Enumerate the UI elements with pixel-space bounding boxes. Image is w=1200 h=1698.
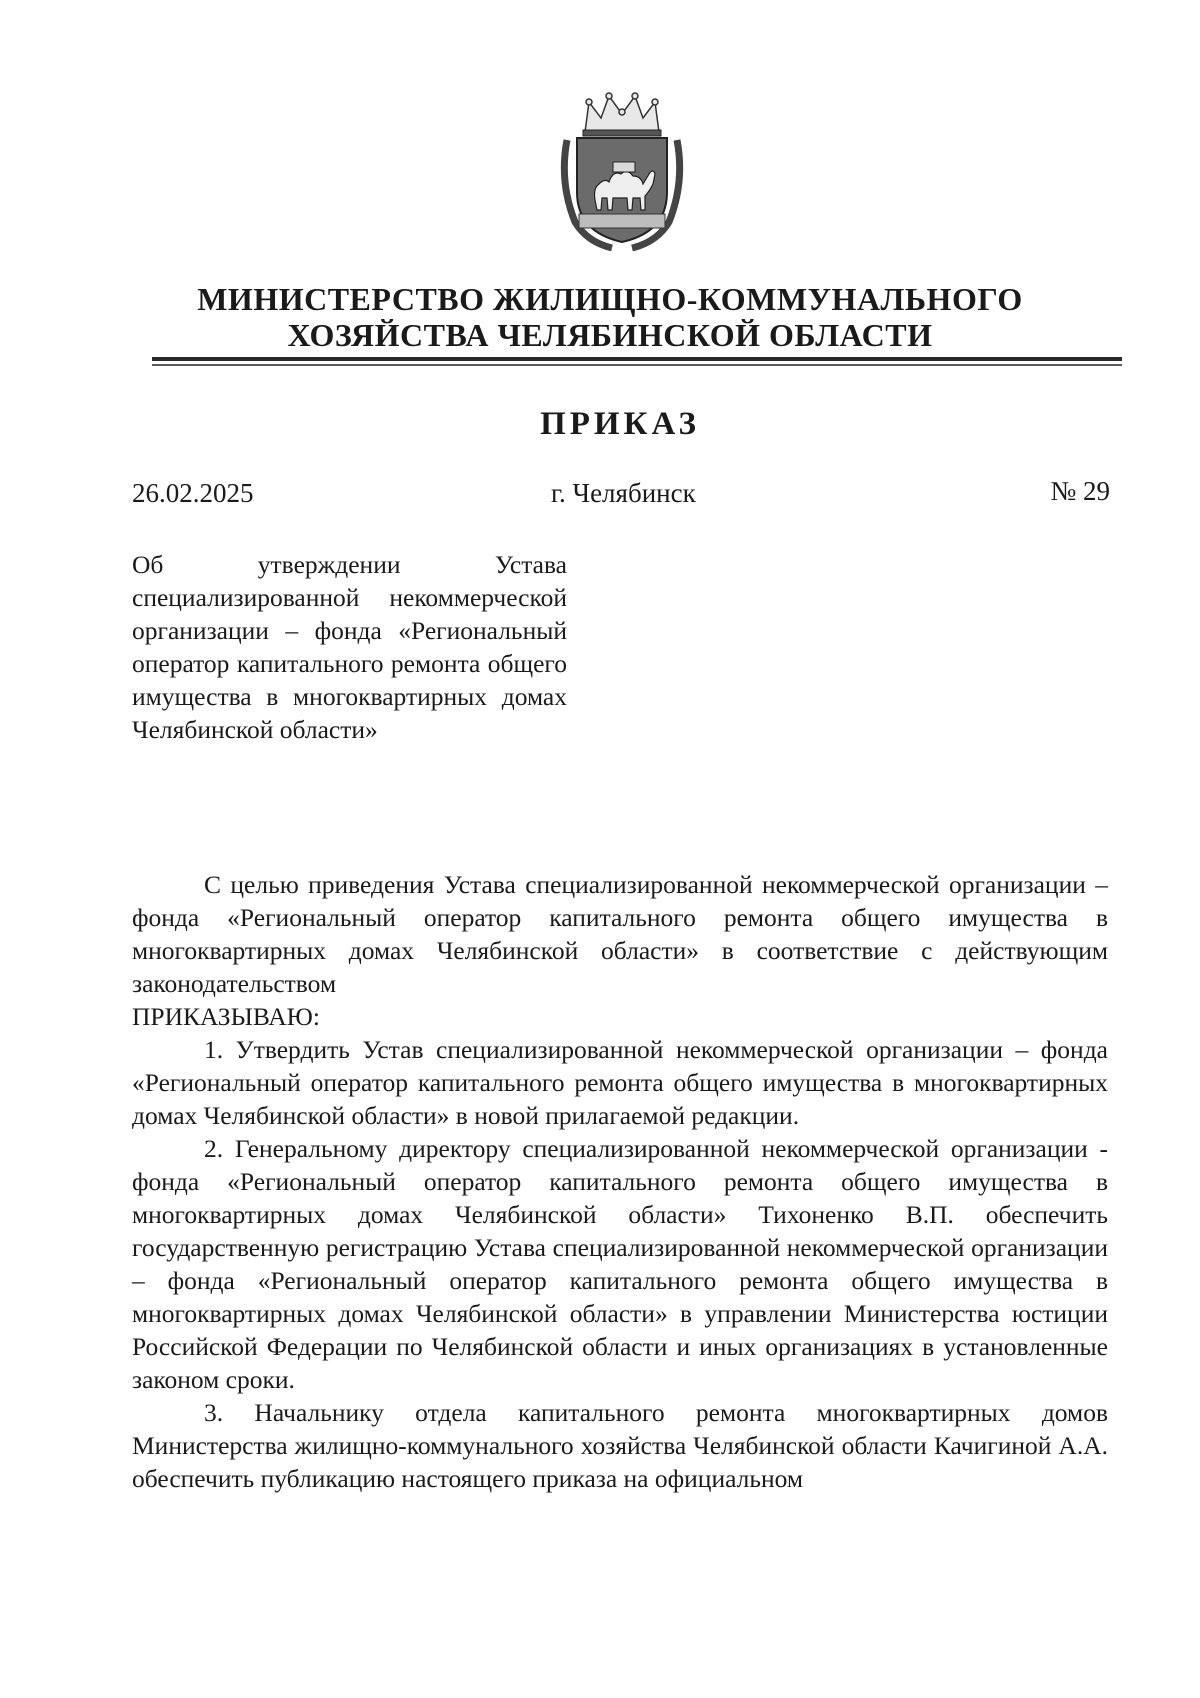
ministry-name-line1: МИНИСТЕРСТВО ЖИЛИЩНО-КОММУНАЛЬНОГО xyxy=(197,281,1023,317)
document-city: г. Челябинск xyxy=(551,478,696,508)
document-date: 26.02.2025 xyxy=(132,478,254,508)
preamble-paragraph: С целью приведения Устава специализированной некоммерческой организации – фонда «Региональный оператор капитального ремонта общего имущества в многоквартирных домах Челябинской области» в соответствие с действующим законодательством xyxy=(132,870,1108,998)
ministry-name xyxy=(140,281,1080,353)
header-rule-thick xyxy=(152,357,1122,361)
document-title: ПРИКАЗ xyxy=(540,406,700,442)
order-item-2: 2. Генеральному директору специализированной некоммерческой организации - фонда «Региональный оператор капитального ремонта общего имущества в многоквартирных домах Челябинской области» Тихоненко В.П. обеспечить государственную регистрацию Устава специализированной некоммерческой организации – фонда «Региональный оператор капитального ремонта общего имущества в многоквартирных домах Челябинской области» в управлении Министерства юстиции Российской Федерации по Челябинской области и иных организациях в установленные законом сроки. xyxy=(132,1134,1108,1394)
order-item-3: 3. Начальнику отдела капитального ремонта многоквартирных домов Министерства жилищно-коммунального хозяйства Челябинской области Качигиной А.А. обеспечить публикацию настоящего приказа на официальном xyxy=(132,1398,1108,1493)
ministry-name-line2: ХОЗЯЙСТВА ЧЕЛЯБИНСКОЙ ОБЛАСТИ xyxy=(287,317,933,353)
document-number: № 29 xyxy=(1050,476,1110,506)
document-body xyxy=(132,868,1108,1495)
order-item-1: 1. Утвердить Устав специализированной некоммерческой организации – фонда «Региональный оператор капитального ремонта общего имущества в многоквартирных домах Челябинской области» в новой прилагаемой редакции. xyxy=(132,1035,1108,1130)
document-subject: Об утверждении Устава специализированной некоммерческой организации – фонда «Региональный оператор капитального ремонта общего имущества в многоквартирных домах Челябинской области» xyxy=(132,550,567,744)
coat-of-arms-icon xyxy=(557,92,687,252)
order-word: ПРИКАЗЫВАЮ: xyxy=(132,1002,320,1031)
header-rule-thin xyxy=(152,364,1122,366)
